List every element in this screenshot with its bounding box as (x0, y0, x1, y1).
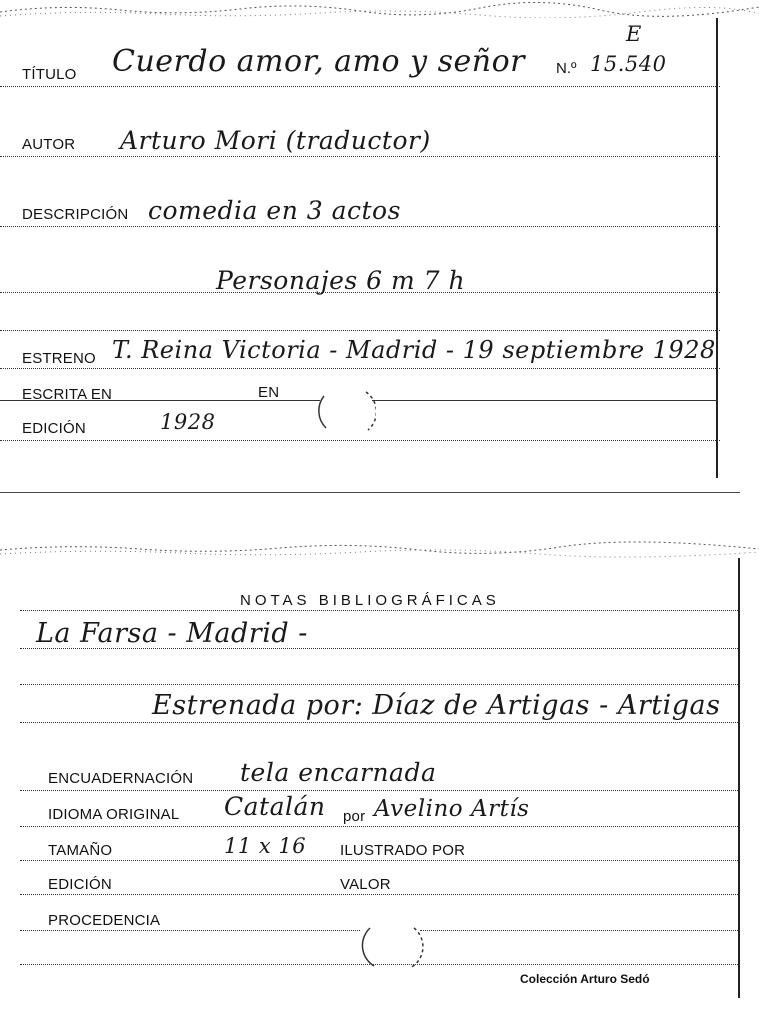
rule-edicion (0, 440, 720, 441)
edicion-value: 1928 (160, 410, 216, 434)
card-separator (0, 492, 740, 493)
ilustrado-label: ILUSTRADO POR (340, 842, 466, 859)
rule-encuadernacion (20, 790, 740, 791)
torn-edge-top (0, 0, 759, 18)
punch-hole-top (316, 386, 376, 442)
rule-escrita-right (372, 400, 718, 401)
rule-blank (0, 330, 720, 331)
notas-heading: NOTAS BIBLIOGRÁFICAS (240, 592, 500, 609)
notes-line2: Estrenada por: Díaz de Artigas - Artigas (152, 690, 721, 721)
escrita-label: ESCRITA EN (22, 386, 113, 403)
rule-tamano (20, 860, 740, 861)
rule-notes-blank (20, 684, 740, 685)
rule-estreno (0, 368, 720, 369)
collection-credit: Colección Arturo Sedó (520, 972, 650, 986)
rule-notes1 (20, 648, 740, 649)
tamano-value: 11 x 16 (224, 834, 307, 858)
rule-notes2 (20, 722, 740, 723)
rule-idioma (20, 826, 740, 827)
rule-titulo (0, 86, 720, 87)
rule-procedencia-right (420, 930, 740, 931)
rule-heading (20, 610, 740, 611)
personajes-value: Personajes 6 m 7 h (216, 266, 466, 295)
procedencia-label: PROCEDENCIA (48, 912, 161, 929)
descripcion-value: comedia en 3 actos (148, 196, 401, 225)
encuadernacion-value: tela encarnada (240, 758, 437, 787)
number-label: N.º (556, 60, 577, 77)
autor-value: Arturo Mori (traductor) (120, 126, 431, 155)
rule-edicion-bottom (20, 894, 740, 895)
idioma-value: Catalán (224, 792, 326, 821)
titulo-value: Cuerdo amor, amo y señor (112, 44, 525, 79)
rule-bottom (20, 964, 740, 965)
idioma-author: Avelino Artís (374, 796, 530, 822)
notes-line1: La Farsa - Madrid - (36, 618, 308, 649)
card-border-right (716, 18, 718, 478)
catalog-card-top (0, 0, 759, 495)
en-label: EN (258, 384, 280, 401)
encuadernacion-label: ENCUADERNACIÓN (48, 770, 194, 787)
torn-edge-bottom-card (0, 540, 759, 558)
rule-autor (0, 156, 720, 157)
idioma-por: por (343, 808, 366, 825)
rule-descripcion (0, 226, 720, 227)
valor-label: VALOR (340, 876, 391, 893)
titulo-label: TÍTULO (22, 66, 77, 83)
rule-procedencia-left (20, 930, 360, 931)
edicion-label: EDICIÓN (22, 420, 86, 437)
idioma-label: IDIOMA ORIGINAL (48, 806, 180, 823)
rule-personajes (0, 292, 720, 293)
number-value: 15.540 (590, 52, 667, 76)
edicion-label-bottom: EDICIÓN (48, 876, 112, 893)
estreno-label: ESTRENO (22, 350, 96, 367)
descripcion-label: DESCRIPCIÓN (22, 206, 129, 223)
estreno-value: T. Reina Victoria - Madrid - 19 septiembre 1928 (112, 336, 716, 364)
rule-escrita-left (0, 400, 320, 401)
catalog-card-bottom (0, 540, 759, 1028)
corner-mark: E (626, 22, 642, 46)
card-border-right-bottom (738, 558, 740, 998)
punch-hole-bottom (360, 920, 424, 976)
tamano-label: TAMAÑO (48, 842, 113, 859)
autor-label: AUTOR (22, 136, 76, 153)
